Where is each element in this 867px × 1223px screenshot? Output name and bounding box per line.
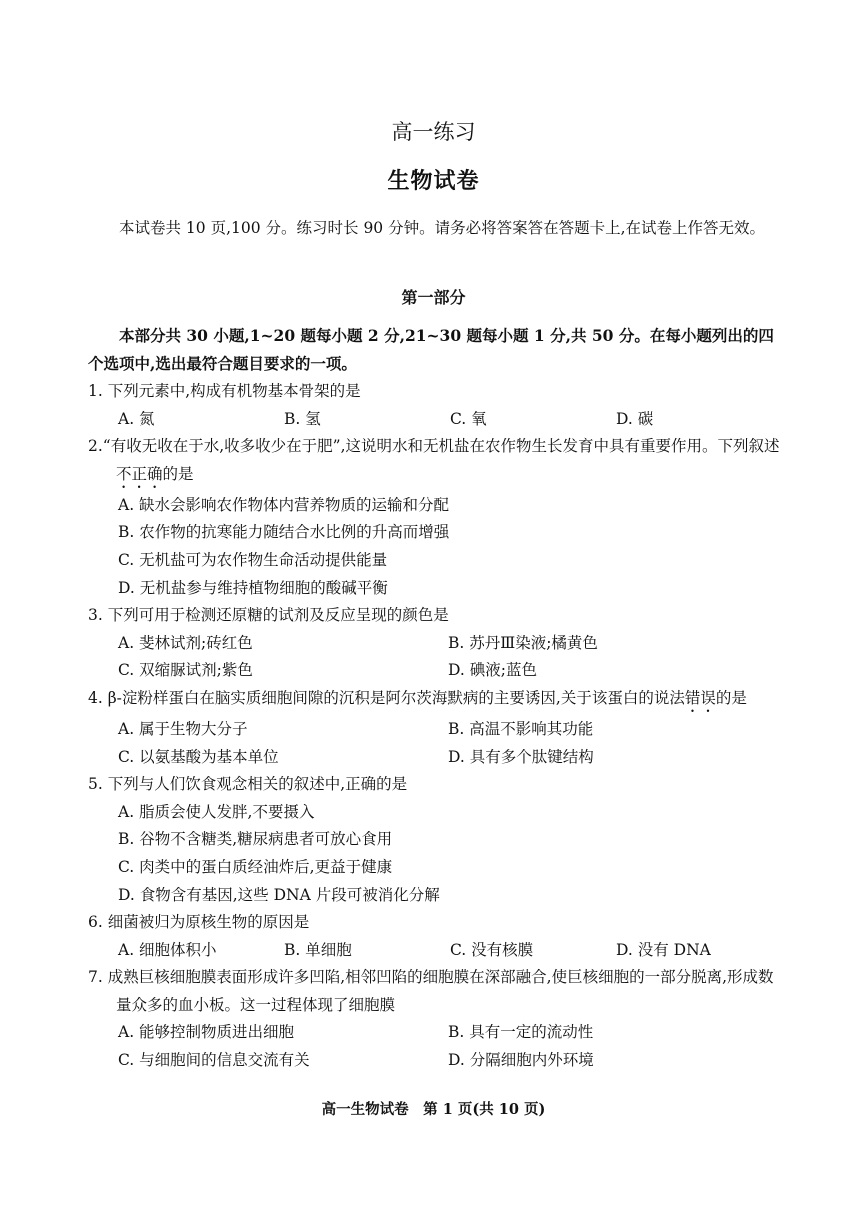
question-1	[88, 378, 782, 433]
emphasis-text: 不正确	[116, 464, 163, 483]
question-3	[88, 602, 782, 685]
question-options	[88, 799, 782, 909]
question-5	[88, 771, 782, 909]
question-stem-text: 4. β-淀粉样蛋白在脑实质细胞间隙的沉积是阿尔茨海默病的主要诱因,关于该蛋白的说法	[88, 688, 685, 707]
question-stem	[88, 685, 786, 716]
question-2	[88, 433, 782, 602]
question-options	[88, 716, 782, 771]
option-a: A. 缺水会影响农作物体内营养物质的运输和分配	[118, 495, 450, 514]
option-c: C. 肉类中的蛋白质经油炸后,更益于健康	[118, 857, 393, 876]
option-c: C. 与细胞间的信息交流有关	[118, 1051, 310, 1070]
option-c: C. 以氨基酸为基本单位	[118, 747, 279, 766]
option-b: B. 谷物不含糖类,糖尿病患者可放心食用	[118, 830, 393, 849]
option-a: A. 氮	[118, 409, 155, 428]
page-footer: 高一生物试卷 第 1 页(共 10 页)	[321, 1101, 546, 1118]
question-options	[88, 492, 782, 602]
option-b: B. 农作物的抗寒能力随结合水比例的升高而增强	[118, 523, 450, 542]
exam-intro: 本试卷共 10 页,100 分。练习时长 90 分钟。请务必将答案答在答题卡上,在试卷上作答无效。	[119, 219, 766, 237]
option-d: D. 食物含有基因,这些 DNA 片段可被消化分解	[118, 885, 440, 904]
option-b: B. 高温不影响其功能	[448, 719, 594, 738]
option-c: C. 没有核膜	[450, 940, 534, 959]
option-d: D. 碘液;蓝色	[448, 661, 537, 680]
option-c: C. 无机盐可为农作物生命活动提供能量	[118, 550, 388, 569]
question-stem-suffix: 的是	[162, 464, 194, 483]
question-4	[88, 685, 782, 771]
question-stem: 1. 下列元素中,构成有机物基本骨架的是	[88, 382, 361, 400]
option-b: B. 单细胞	[284, 940, 352, 959]
option-a: A. 能够控制物质进出细胞	[118, 1023, 295, 1042]
option-b: B. 苏丹Ⅲ染液;橘黄色	[448, 633, 598, 652]
option-a: A. 细胞体积小	[118, 940, 217, 959]
exam-title: 高一练习	[391, 120, 476, 144]
question-stem	[88, 433, 786, 492]
question-options	[88, 406, 782, 434]
question-stem: 5. 下列与人们饮食观念相关的叙述中,正确的是	[88, 775, 408, 794]
option-b: B. 具有一定的流动性	[448, 1023, 594, 1042]
question-options	[88, 937, 782, 965]
option-a: A. 脂质会使人发胖,不要摄入	[118, 802, 315, 821]
option-d: D. 碳	[616, 409, 654, 428]
option-c: C. 氧	[450, 409, 487, 428]
question-stem: 7. 成熟巨核细胞膜表面形成许多凹陷,相邻凹陷的细胞膜在深部融合,使巨核细胞的一部分脱离,形成数量众多的血小板。这一过程体现了细胞膜	[88, 968, 774, 1014]
question-stem-suffix: 的是	[715, 688, 747, 707]
option-a: A. 属于生物大分子	[118, 719, 248, 738]
option-d: D. 具有多个肽键结构	[448, 747, 594, 766]
option-c: C. 双缩脲试剂;紫色	[118, 661, 253, 680]
question-6	[88, 909, 782, 964]
question-stem: 6. 细菌被归为原核生物的原因是	[88, 913, 310, 932]
option-a: A. 斐林试剂;砖红色	[118, 633, 253, 652]
question-stem: 3. 下列可用于检测还原糖的试剂及反应呈现的颜色是	[88, 606, 449, 625]
question-7	[88, 964, 782, 1074]
option-d: D. 分隔细胞内外环境	[448, 1051, 594, 1070]
option-d: D. 没有 DNA	[616, 940, 711, 959]
option-d: D. 无机盐参与维持植物细胞的酸碱平衡	[118, 578, 388, 597]
question-options	[88, 1019, 782, 1074]
section-title: 第一部分	[401, 288, 466, 307]
question-stem-text: 2.“有收无收在于水,收多收少在于肥”,这说明水和无机盐在农作物生长发育中具有重要作用。下列叙述	[88, 437, 780, 456]
section-instructions: 本部分共 30 小题,1~20 题每小题 2 分,21~30 题每小题 1 分,共 50 分。在每小题列出的四个选项中,选出最符合题目要求的一项。	[88, 326, 774, 373]
exam-subject-title: 生物试卷	[387, 168, 480, 194]
option-b: B. 氢	[284, 409, 321, 428]
question-options	[88, 630, 782, 685]
question-list	[88, 378, 782, 1075]
emphasis-text: 错误	[684, 688, 716, 707]
